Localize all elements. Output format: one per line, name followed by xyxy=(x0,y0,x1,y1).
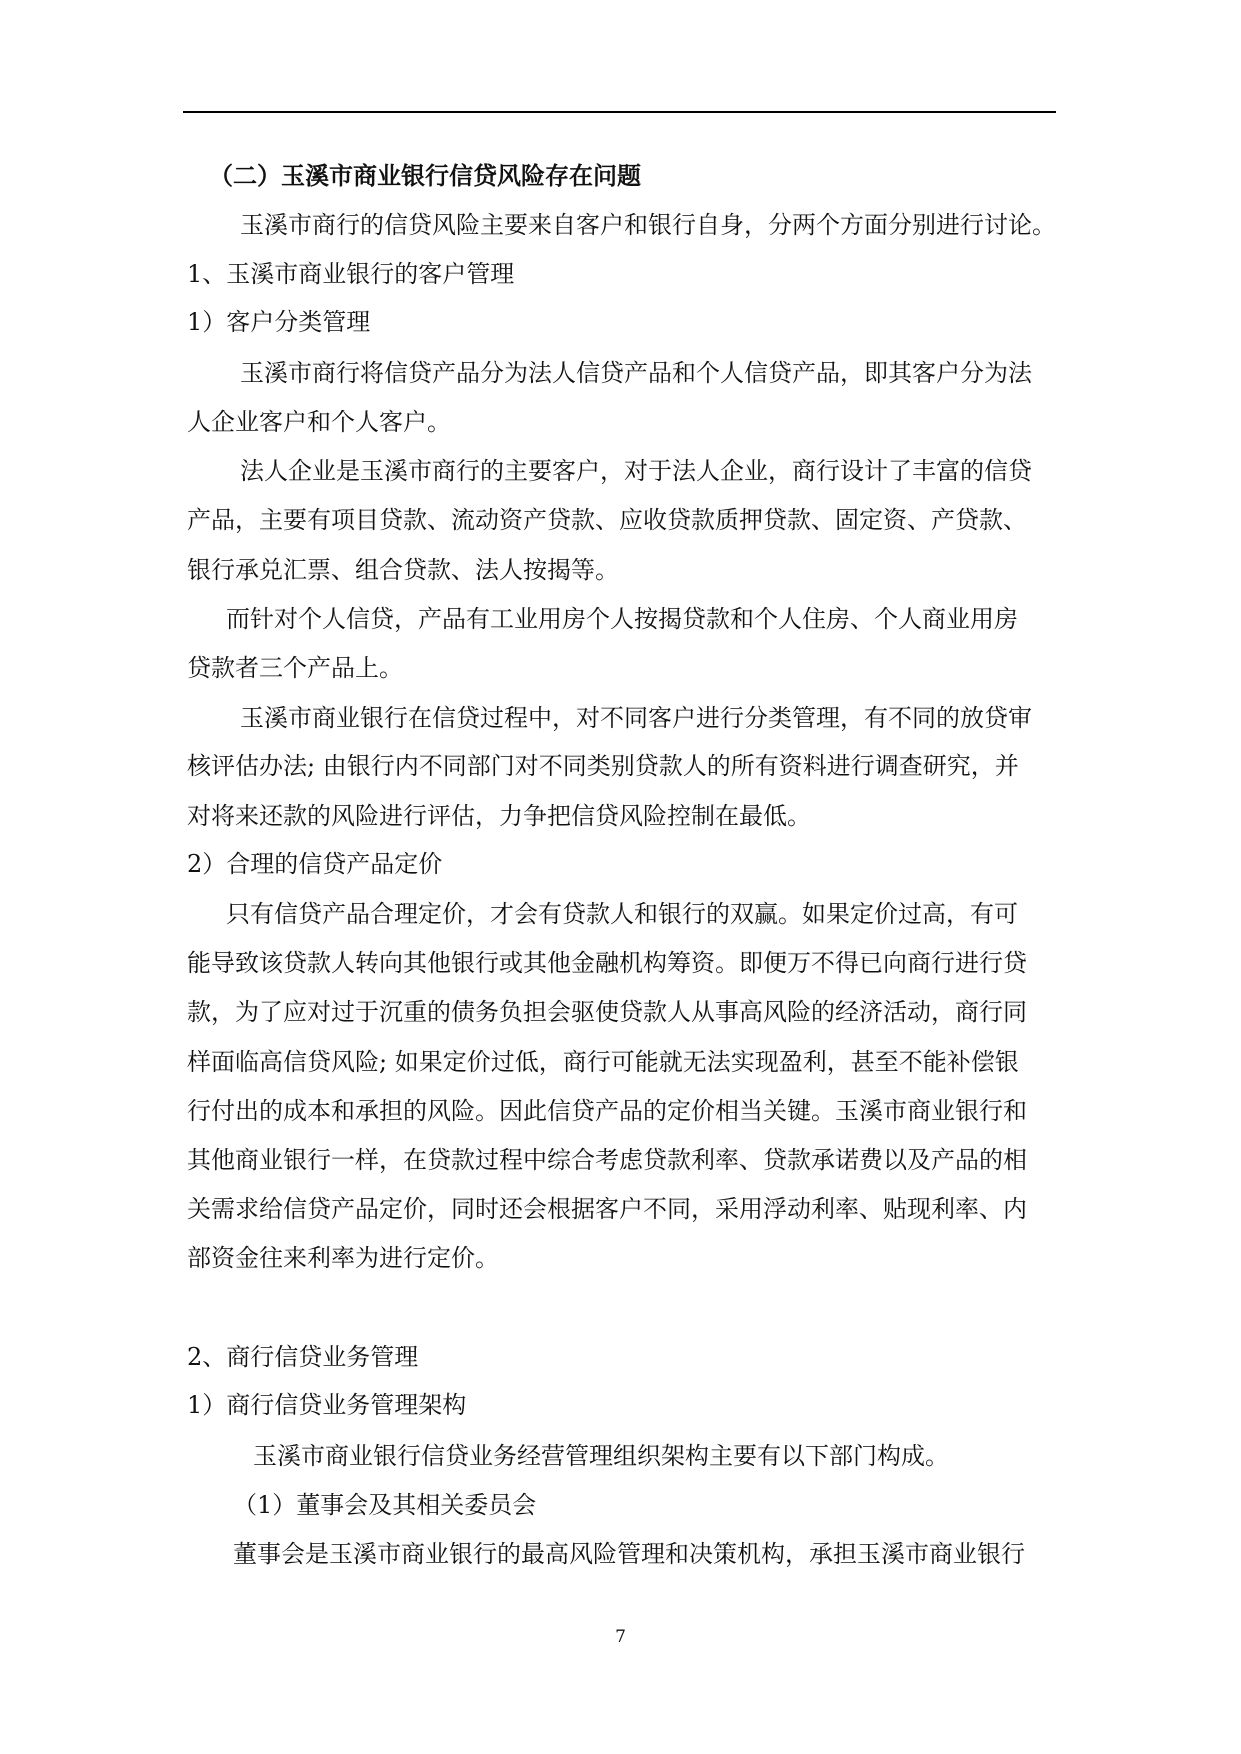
subheading-pricing: 2）合理的信贷产品定价 xyxy=(187,850,443,878)
text-line: 部资金往来利率为进行定价。 xyxy=(187,1244,499,1272)
text-line: 核评估办法; 由银行内不同部门对不同类别贷款人的所有资料进行调查研究，并 xyxy=(187,752,1019,780)
section-heading: （二）玉溪市商业银行信贷风险存在问题 xyxy=(209,162,641,190)
text-line: 玉溪市商行的信贷风险主要来自客户和银行自身，分两个方面分别进行讨论。 xyxy=(240,211,1056,239)
text-line: 款，为了应对过于沉重的债务负担会驱使贷款人从事高风险的经济活动，商行同 xyxy=(187,998,1027,1026)
text-line: 董事会是玉溪市商业银行的最高风险管理和决策机构，承担玉溪市商业银行 xyxy=(233,1540,1025,1568)
text-line: 行付出的成本和承担的风险。因此信贷产品的定价相当关键。玉溪市商业银行和 xyxy=(187,1097,1027,1125)
text-line: 法人企业是玉溪市商行的主要客户，对于法人企业，商行设计了丰富的信贷 xyxy=(240,457,1032,485)
subheading-board: （1）董事会及其相关委员会 xyxy=(233,1491,537,1519)
text-line: 银行承兑汇票、组合贷款、法人按揭等。 xyxy=(187,556,619,584)
header-rule xyxy=(183,111,1056,113)
text-line: 其他商业银行一样，在贷款过程中综合考虑贷款利率、贷款承诺费以及产品的相 xyxy=(187,1146,1027,1174)
text-line: 玉溪市商业银行信贷业务经营管理组织架构主要有以下部门构成。 xyxy=(253,1442,949,1470)
text-line: 而针对个人信贷，产品有工业用房个人按揭贷款和个人住房、个人商业用房 xyxy=(226,605,1018,633)
page-number: 7 xyxy=(615,1627,626,1647)
text-line: 关需求给信贷产品定价，同时还会根据客户不同，采用浮动利率、贴现利率、内 xyxy=(187,1195,1027,1223)
text-line: 对将来还款的风险进行评估，力争把信贷风险控制在最低。 xyxy=(187,802,811,830)
text-line: 产品，主要有项目贷款、流动资产贷款、应收贷款质押贷款、固定资、产贷款、 xyxy=(187,506,1027,534)
text-line: 能导致该贷款人转向其他银行或其他金融机构筹资。即便万不得已向商行进行贷 xyxy=(187,949,1027,977)
subheading-credit-business: 2、商行信贷业务管理 xyxy=(187,1343,419,1371)
text-line: 样面临高信贷风险; 如果定价过低，商行可能就无法实现盈利，甚至不能补偿银 xyxy=(187,1048,1019,1076)
text-line: 人企业客户和个人客户。 xyxy=(187,408,451,436)
text-line: 贷款者三个产品上。 xyxy=(187,654,403,682)
text-line: 只有信贷产品合理定价，才会有贷款人和银行的双赢。如果定价过高，有可 xyxy=(226,900,1018,928)
text-line: 玉溪市商业银行在信贷过程中，对不同客户进行分类管理，有不同的放贷审 xyxy=(240,704,1032,732)
subheading-customer-classification: 1）客户分类管理 xyxy=(187,308,371,336)
text-line: 玉溪市商行将信贷产品分为法人信贷产品和个人信贷产品，即其客户分为法 xyxy=(240,359,1032,387)
subheading-management-structure: 1）商行信贷业务管理架构 xyxy=(187,1391,467,1419)
subheading-customer-management: 1、玉溪市商业银行的客户管理 xyxy=(187,260,515,288)
